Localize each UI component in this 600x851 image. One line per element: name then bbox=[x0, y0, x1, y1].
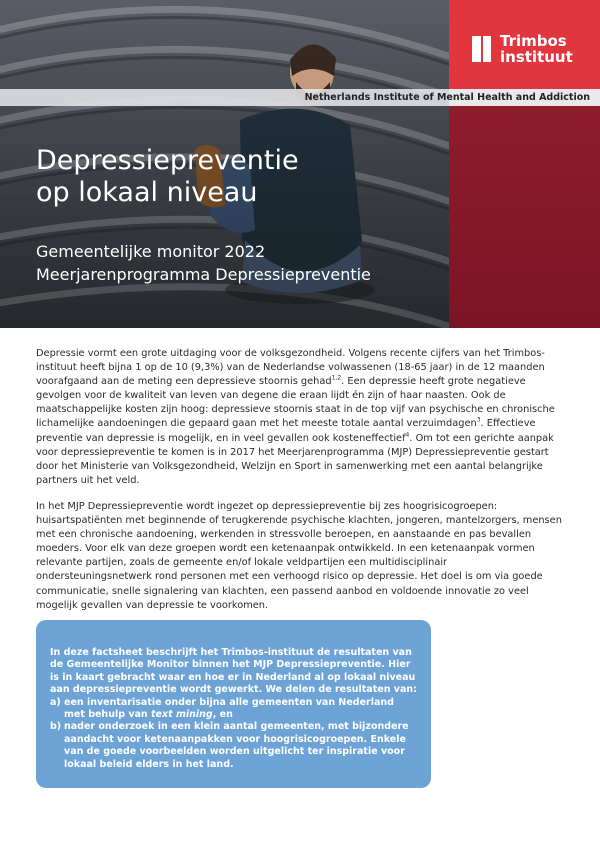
factsheet-info-box bbox=[36, 620, 431, 788]
subtitle-line-2: Meerjarenprogramma Depressiepreventie bbox=[36, 265, 371, 284]
logo-line-1: Trimbos bbox=[500, 32, 567, 50]
footnote-ref: 1,2 bbox=[331, 374, 342, 382]
logo-line-2: instituut bbox=[500, 48, 573, 66]
brand-panel-bottom bbox=[449, 106, 600, 328]
footnote-ref: 4 bbox=[405, 431, 410, 439]
page-title bbox=[36, 145, 436, 209]
item-emphasis: text mining bbox=[151, 709, 213, 721]
trimbos-logo bbox=[472, 33, 573, 65]
footnote-ref: 3 bbox=[476, 417, 481, 425]
page-subtitle bbox=[36, 240, 436, 286]
p1-part-b: . Een depressie heeft grote negatieve gevolgen voor de kwaliteit van leven van degene die eraan lijdt én zijn of haar naasten. Ook de maatschappelijke kosten zijn hoog: depressieve stoornis staat in de top vijf van psychische en chronische lichamelijke aandoeningen die gepaard gaan met het meeste totale aantal verzuimdagen bbox=[36, 376, 555, 430]
intro-text bbox=[36, 347, 566, 625]
list-item-text: nader onderzoek in een klein aantal gemeenten, met bijzondere aandacht voor ketenaanpakken voor hoogrisicogroepen. Enkele van de goede voorbeelden worden uitgelicht ter inspiratie voor lokaal beleid elders in het land. bbox=[64, 721, 409, 770]
tagline-band bbox=[0, 89, 600, 106]
logo-mark-icon bbox=[472, 36, 491, 62]
subtitle-line-1: Gemeentelijke monitor 2022 bbox=[36, 242, 266, 261]
logo-wordmark bbox=[500, 33, 573, 65]
list-item-text bbox=[64, 697, 417, 722]
results-list bbox=[50, 697, 417, 771]
paragraph-2: In het MJP Depressiepreventie wordt ingezet op depressiepreventie bij zes hoogrisicogroepen: huisartspatiënten met beginnende of terugkerende psychische klachten, jongeren, mantelzorgers, mensen met een chronische aandoening, werkenden in stressvolle beroepen, en aanstaande en pas bevallen moeders. Voor elk van deze groepen wordt een ketenaanpak ontwikkeld. In een ketenaanpak vormen relevante partijen, zoals de gemeente en/of lokale veldpartijen een multidisciplinair ondersteuningsnetwerk rond personen met een verhoogd risico op depressie. Het doel is om via goede communicatie, snelle signalering van klachten, een passend aanbod en voldoende innovatie zo veel mogelijk gevallen van depressie te voorkomen. bbox=[36, 500, 562, 611]
list-item bbox=[50, 697, 417, 722]
item-text: een inventarisatie onder bijna alle gemeenten van Nederland met behulp van bbox=[64, 696, 394, 721]
p1-part-c: . Effectieve preventie van depressie is mogelijk, en in veel gevallen ook kosteneffectief bbox=[36, 418, 536, 444]
paragraph-1 bbox=[36, 347, 566, 488]
p1-part-d: . Om tot een gerichte aanpak voor depressiepreventie te komen is in 2017 het Meerjarenprogramma (MJP) Depressiepreventie gestart door het Ministerie van Volksgezondheid, Welzijn en Sport in samenwerking met een aantal belangrijke partners uit het veld. bbox=[36, 432, 554, 486]
p1-part-a: Depressie vormt een grote uitdaging voor de volksgezondheid. Volgens recente cijfers van het Trimbos-instituut heeft bijna 1 op de 10 (9,3%) van de Nederlandse volwassenen (18-65 jaar) in de 12 maanden voorafgaand aan de meting een depressieve stoornis gehad bbox=[36, 348, 545, 388]
list-marker: b) bbox=[50, 721, 62, 733]
list-marker: a) bbox=[50, 696, 61, 708]
item-tail: , en bbox=[212, 709, 233, 721]
hero-banner bbox=[0, 0, 449, 328]
title-line-1: Depressiepreventie bbox=[36, 145, 299, 176]
title-line-2: op lokaal niveau bbox=[36, 177, 258, 208]
institute-tagline: Netherlands Institute of Mental Health and Addiction bbox=[304, 92, 590, 103]
list-item bbox=[50, 721, 417, 771]
infobox-intro: In deze factsheet beschrijft het Trimbos-instituut de resultaten van de Gemeentelijke Monitor binnen het MJP Depressiepreventie. Hier is in kaart gebracht waar en hoe er in Nederland al op lokaal niveau aan depressiepreventie wordt gewerkt. We delen de resultaten van: bbox=[50, 647, 417, 696]
